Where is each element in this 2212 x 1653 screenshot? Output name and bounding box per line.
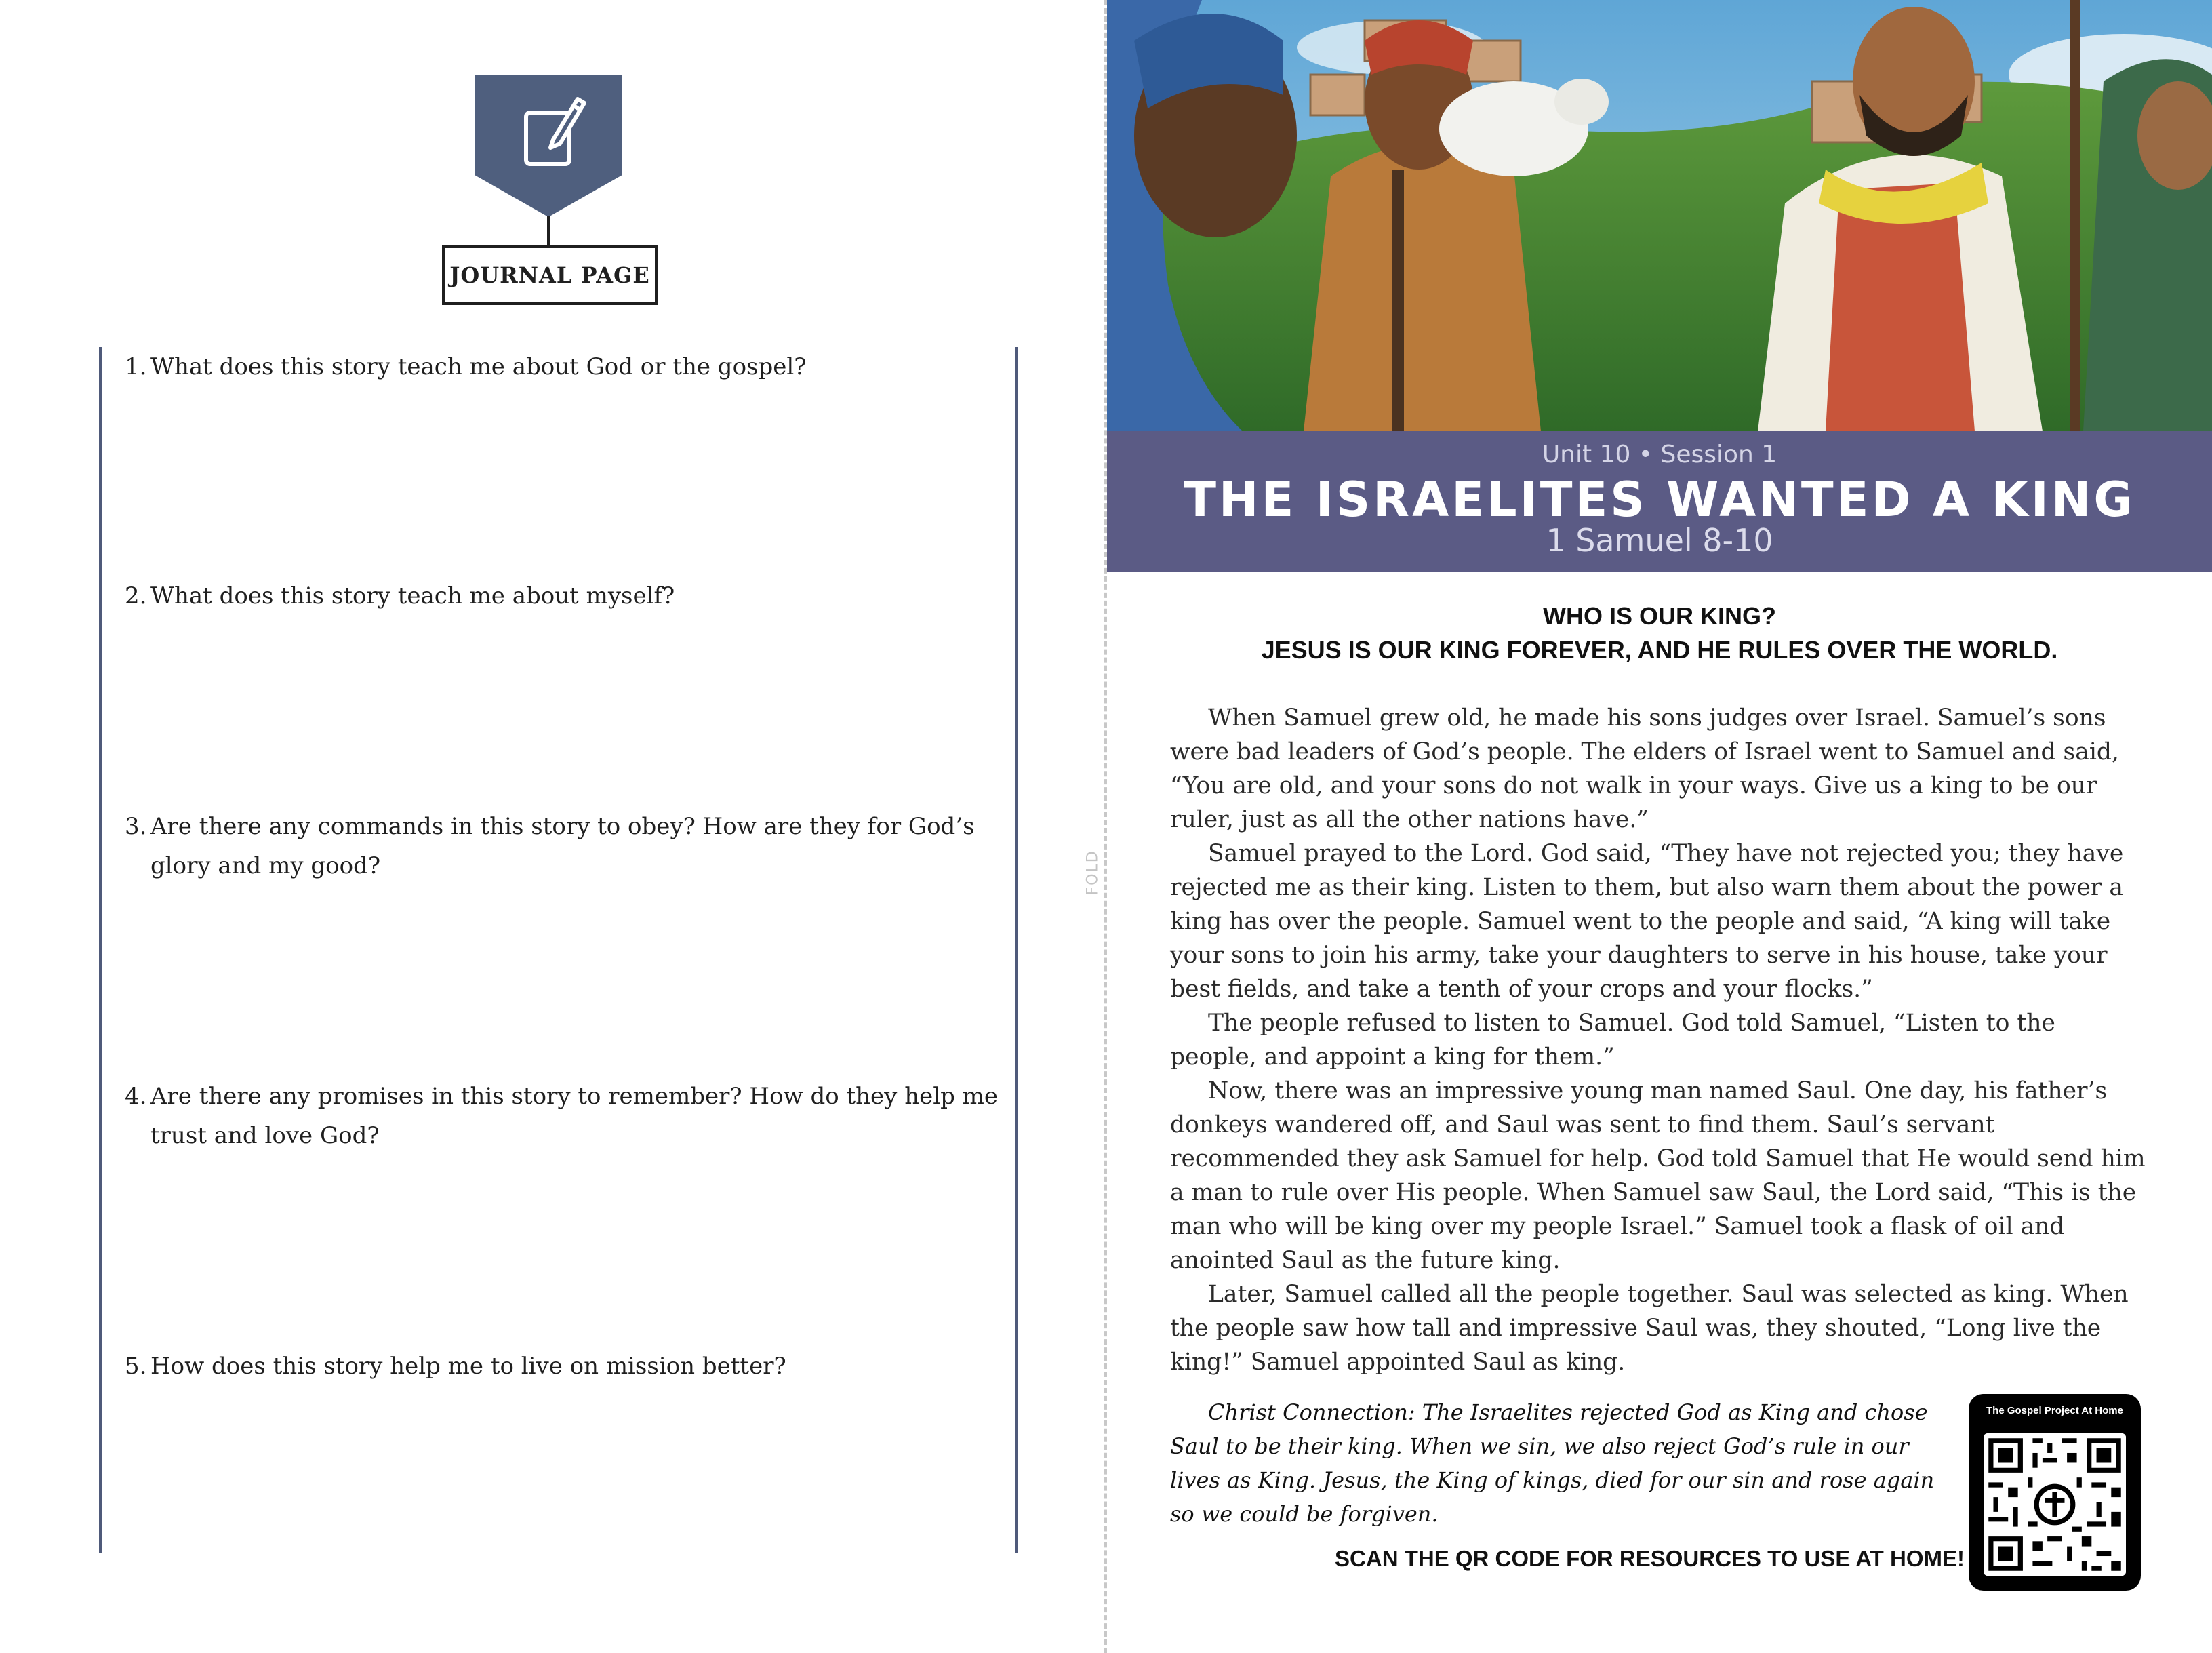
story-paragraph: Later, Samuel called all the people together. Saul was selected as king. When the people saw how tall and impressive Saul was, they shouted, “Long live the king!” Samuel appointed Saul as king. bbox=[1170, 1281, 2129, 1376]
right-margin-rule bbox=[1015, 347, 1018, 1553]
journal-badge bbox=[475, 75, 622, 217]
lesson-title-band bbox=[1107, 431, 2212, 572]
question-text: What does this story teach me about myself? bbox=[150, 582, 675, 610]
story-illustration bbox=[1107, 0, 2212, 431]
big-answer: JESUS IS OUR KING FOREVER, AND HE RULES OVER THE WORLD. bbox=[1261, 636, 2058, 664]
journal-page-label: JOURNAL PAGE bbox=[442, 245, 658, 305]
question-text: What does this story teach me about God or the gospel? bbox=[150, 353, 807, 380]
question-number: 4. bbox=[125, 1083, 147, 1110]
question-number: 1. bbox=[125, 353, 147, 380]
story-paragraph: Samuel prayed to the Lord. God said, “They have not rejected you; they have rejected me as their king. Listen to them, but also warn them about the power a king has over the people. Samuel went to the people and said, “A king will take your sons to join his army, take your daughters to serve in his house, take your best fields, and take a tenth of your crops and your flocks.” bbox=[1170, 840, 2124, 1003]
scripture-reference: 1 Samuel 8-10 bbox=[1546, 522, 1773, 559]
unit-session-label: Unit 10 • Session 1 bbox=[1542, 441, 1777, 469]
scan-qr-callout: SCAN THE QR CODE FOR RESOURCES TO USE AT HOME! bbox=[1335, 1546, 1965, 1571]
left-margin-rule bbox=[99, 347, 102, 1553]
question-text: Are there any promises in this story to remember? How do they help me trust and love God? bbox=[150, 1083, 999, 1149]
journal-question-1 bbox=[125, 347, 999, 386]
story-paragraph: Now, there was an impressive young man named Saul. One day, his father’s donkeys wandered off, and Saul was sent to find them. Saul’s servant recommended they ask Samuel for help. God told Samuel that He would send him a man to rule over His people. When Samuel saw Saul, the Lord said, “This is the man who will be king over my people Israel.” Samuel took a flask of oil and anointed Saul as the future king. bbox=[1170, 1077, 2146, 1274]
fold-label: FOLD bbox=[1084, 850, 1102, 896]
qr-code-icon[interactable] bbox=[1984, 1433, 2126, 1576]
big-question-block bbox=[1107, 599, 2212, 667]
badge-connector bbox=[547, 216, 550, 245]
lesson-title: THE ISRAELITES WANTED A KING bbox=[1184, 472, 2135, 527]
journal-question-2 bbox=[125, 576, 999, 616]
journal-question-3 bbox=[125, 807, 999, 885]
question-number: 5. bbox=[125, 1353, 147, 1380]
qr-card[interactable] bbox=[1969, 1394, 2141, 1591]
qr-card-label: The Gospel Project At Home bbox=[1986, 1405, 2123, 1416]
big-question: WHO IS OUR KING? bbox=[1543, 602, 1776, 630]
question-number: 2. bbox=[125, 582, 147, 610]
question-text: How does this story help me to live on mission better? bbox=[150, 1353, 786, 1380]
christ-connection-text: Christ Connection: The Israelites rejected God as King and chose Saul to be their king. When we sin, we also reject God’s rule in our lives as King. Jesus, the King of kings, died for our sin and rose again so we could be forgiven. bbox=[1170, 1399, 1935, 1527]
question-text: Are there any commands in this story to obey? How are they for God’s glory and my good? bbox=[150, 813, 975, 879]
question-number: 3. bbox=[125, 813, 147, 840]
story-paragraph: The people refused to listen to Samuel. God told Samuel, “Listen to the people, and appoint a king for them.” bbox=[1170, 1010, 2055, 1071]
story-paragraph: When Samuel grew old, he made his sons judges over Israel. Samuel’s sons were bad leaders of God’s people. The elders of Israel went to Samuel and said, “You are old, and your sons do not walk in your ways. Give us a king to be our ruler, just as all the other nations have.” bbox=[1170, 704, 2119, 833]
journal-question-4 bbox=[125, 1077, 999, 1155]
story-text bbox=[1170, 701, 2146, 1379]
journal-question-5 bbox=[125, 1347, 999, 1386]
christ-connection bbox=[1170, 1395, 1965, 1531]
